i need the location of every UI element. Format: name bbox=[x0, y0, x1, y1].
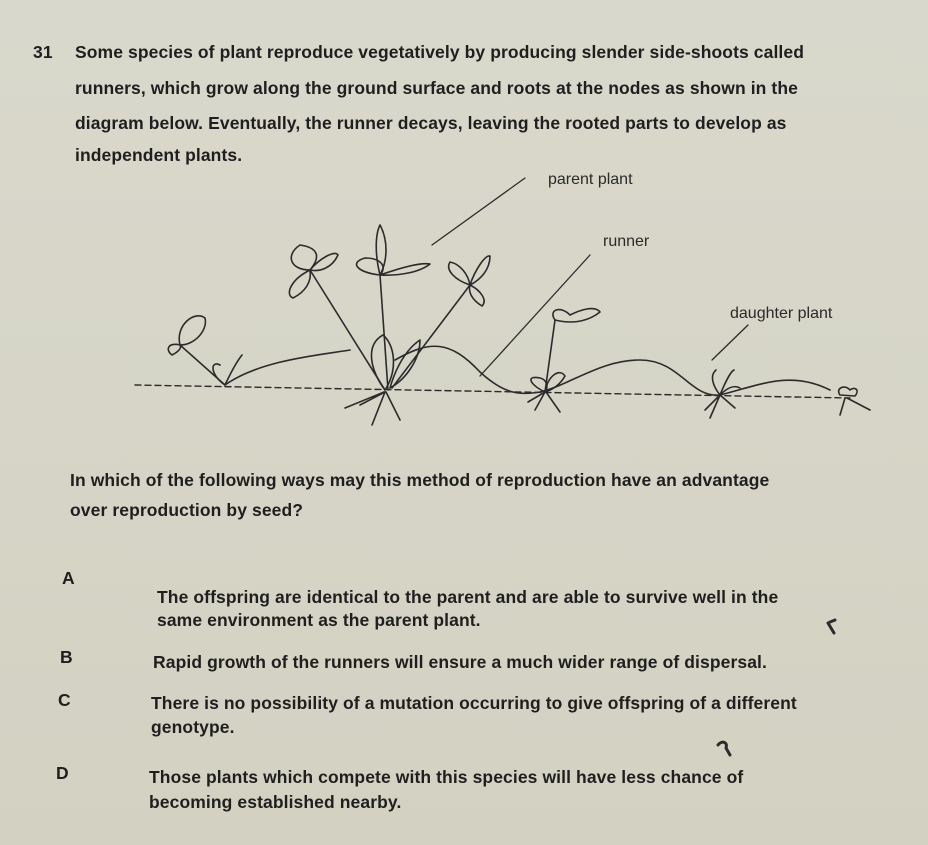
stem-line: independent plants. bbox=[75, 145, 243, 165]
ground-line bbox=[135, 385, 850, 398]
daughter-plant-3 bbox=[839, 387, 870, 415]
prompt-line: over reproduction by seed? bbox=[70, 500, 304, 520]
option-letter: D bbox=[56, 763, 69, 783]
option-letter: B bbox=[60, 647, 73, 667]
option-text: Those plants which compete with this species will have less chance of bbox=[149, 767, 744, 787]
option-text: The offspring are identical to the parent and are able to survive well in the bbox=[157, 587, 779, 607]
label-parent-plant: parent plant bbox=[548, 171, 633, 188]
leader-lines bbox=[432, 178, 748, 376]
stem-line: diagram below. Eventually, the runner decays, leaving the rooted parts to develop as bbox=[75, 113, 787, 133]
option-text: There is no possibility of a mutation occurring to give offspring of a different bbox=[151, 693, 797, 713]
prompt-line: In which of the following ways may this method of reproduction have an advantage bbox=[70, 470, 770, 490]
stem-line: Some species of plant reproduce vegetatively by producing slender side-shoots called bbox=[75, 42, 805, 62]
option-text: becoming established nearby. bbox=[149, 792, 402, 812]
option-text: same environment as the parent plant. bbox=[157, 610, 481, 630]
option-text: genotype. bbox=[151, 717, 235, 737]
label-daughter-plant: daughter plant bbox=[730, 305, 833, 322]
label-runner: runner bbox=[603, 233, 650, 250]
option-letter: C bbox=[58, 690, 71, 710]
left-plant bbox=[168, 316, 242, 385]
daughter-plant-1 bbox=[528, 309, 600, 412]
option-letter: A bbox=[62, 568, 75, 588]
pen-marks bbox=[718, 620, 835, 755]
parent-plant bbox=[289, 225, 490, 425]
stem-line: runners, which grow along the ground surface and roots at the nodes as shown in the bbox=[75, 78, 798, 98]
option-text: Rapid growth of the runners will ensure a much wider range of dispersal. bbox=[153, 652, 767, 672]
question-number: 31 bbox=[33, 42, 53, 62]
